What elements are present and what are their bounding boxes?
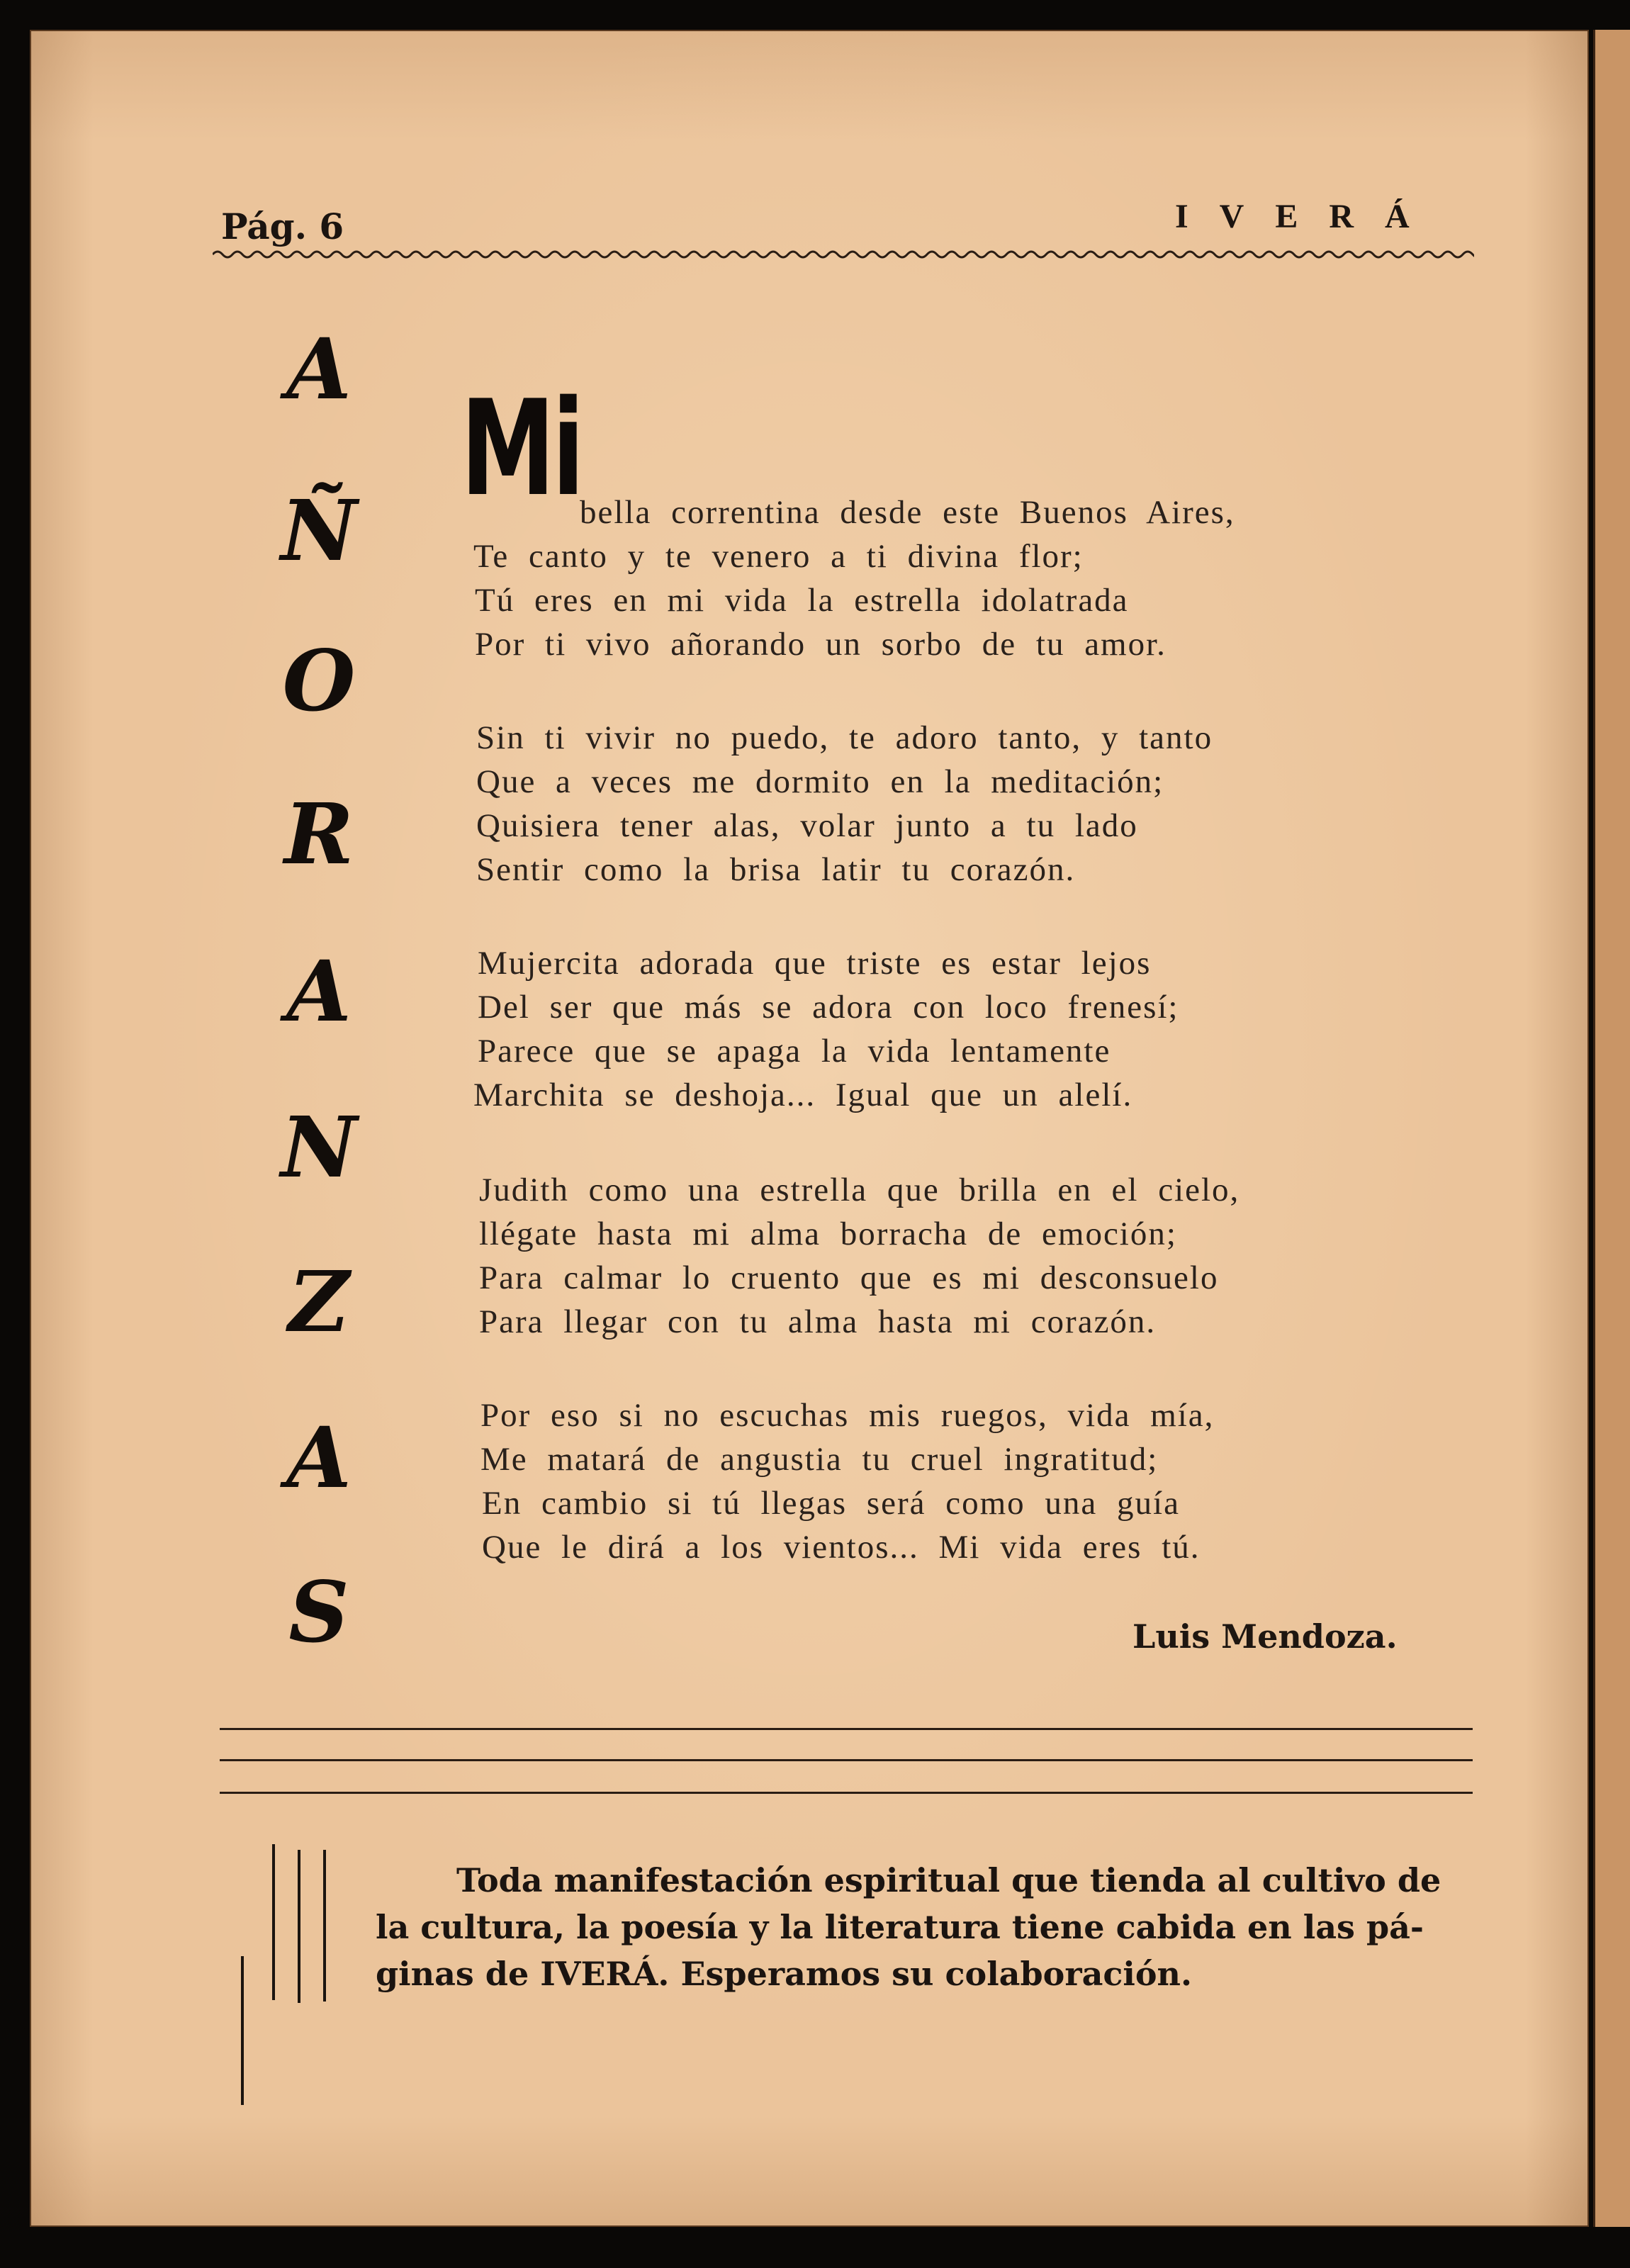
poem-line: llégate hasta mi alma borracha de emoción; xyxy=(479,1216,1177,1252)
ornament-vertical-rule xyxy=(241,1956,244,2105)
separator-rule xyxy=(220,1792,1473,1794)
magazine-title: IVERÁ xyxy=(1175,198,1441,235)
poem-line: Del ser que más se adora con loco frenesí; xyxy=(478,989,1179,1026)
ornament-vertical-rule xyxy=(323,1850,326,2002)
title-letter: N xyxy=(281,1098,357,1196)
title-letter: O xyxy=(282,631,356,730)
title-letter: Ñ xyxy=(281,481,357,580)
page-number: Pág. 6 xyxy=(221,206,344,247)
notice-line: ginas de IVERÁ. Esperamos su colaboración. xyxy=(376,1955,1192,1993)
poem-author: Luis Mendoza. xyxy=(1132,1617,1398,1656)
poem-line: Me matará de angustia tu cruel ingratitud; xyxy=(480,1441,1159,1478)
poem-line: Sentir como la brisa latir tu corazón. xyxy=(476,851,1076,888)
title-letter: A xyxy=(286,320,352,418)
next-page-edge xyxy=(1593,30,1630,2227)
title-letter: R xyxy=(283,785,354,883)
poem-line: Tú eres en mi vida la estrella idolatrada xyxy=(475,582,1129,619)
poem-line: Que le dirá a los vientos... Mi vida eres tú. xyxy=(482,1529,1201,1566)
poem-line: Por eso si no escuchas mis ruegos, vida mía, xyxy=(480,1397,1215,1434)
poem-line: Por ti vivo añorando un sorbo de tu amor. xyxy=(475,626,1167,663)
notice-line: la cultura, la poesía y la literatura tiene cabida en las pá- xyxy=(376,1908,1424,1946)
poem-line: En cambio si tú llegas será como una guía xyxy=(482,1485,1180,1522)
poem-line: Marchita se deshoja... Igual que un alelí. xyxy=(473,1077,1133,1113)
ornament-vertical-rule xyxy=(298,1850,300,2003)
title-letter: A xyxy=(286,942,352,1040)
drop-cap: Mi xyxy=(461,371,582,525)
poem-line: Mujercita adorada que triste es estar lejos xyxy=(478,945,1152,982)
poem-line: Sin ti vivir no puedo, te adoro tanto, y tanto xyxy=(476,719,1213,756)
ornament-vertical-rule xyxy=(272,1844,275,2000)
separator-rule xyxy=(220,1728,1473,1730)
poem-line: Te canto y te venero a ti divina flor; xyxy=(473,538,1084,575)
poem-line: bella correntina desde este Buenos Aires, xyxy=(580,494,1235,531)
poem-line: Parece que se apaga la vida lentamente xyxy=(478,1033,1111,1070)
poem-line: Para calmar lo cruento que es mi desconsuelo xyxy=(479,1259,1219,1296)
notice-line: Toda manifestación espiritual que tienda al cultivo de xyxy=(456,1861,1441,1899)
poem-line: Para llegar con tu alma hasta mi corazón. xyxy=(479,1303,1157,1340)
poem-line: Quisiera tener alas, volar junto a tu lado xyxy=(476,807,1138,844)
title-letter: Z xyxy=(288,1252,350,1351)
wavy-header-rule xyxy=(213,247,1474,262)
poem-line: Que a veces me dormito en la meditación; xyxy=(476,763,1164,800)
title-letter: S xyxy=(288,1563,349,1661)
title-letter: A xyxy=(286,1408,352,1507)
separator-rule xyxy=(220,1759,1473,1761)
poem-line: Judith como una estrella que brilla en el cielo, xyxy=(479,1172,1240,1208)
